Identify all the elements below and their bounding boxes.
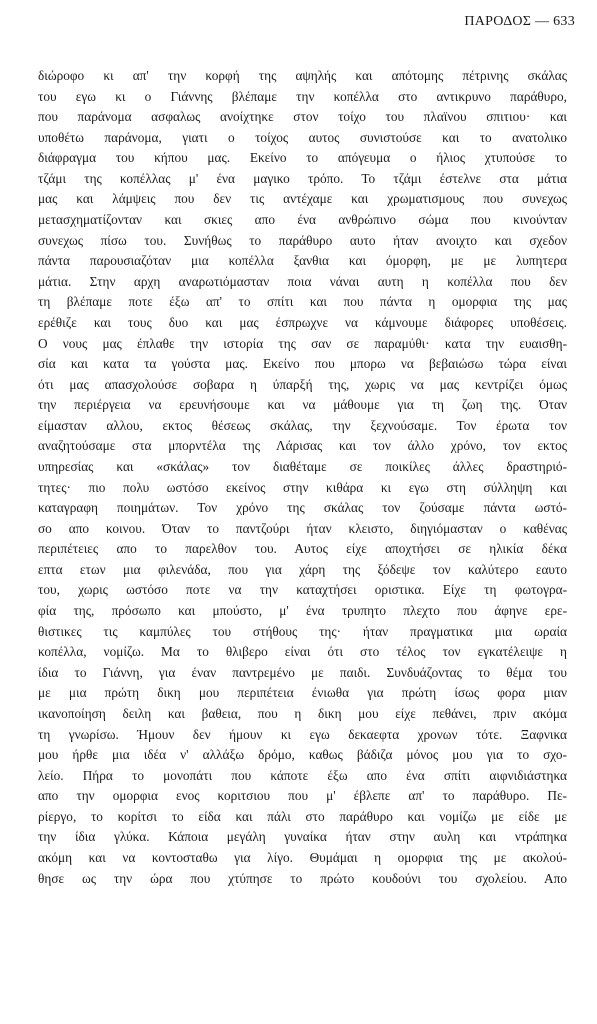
text-line: την περιέργεια να ερευνήσουμε και να μάθουμε για τη ζωη της. Όταν [38,397,567,413]
text-line: τη γνωρίσω. Ήμουν δεν ήμουν κι εγω δεκαεφτα χρονων τότε. Ξαφνικα [38,726,567,742]
running-header: ΠΑΡΟΔΟΣ — 633 [464,14,575,29]
text-line: τη βλέπαμε ποτε έξω απ' το σπίτι και που πάντα η ομορφια της μας [38,294,567,310]
text-line: που παράνομα ασφαλως ανοίχτηκε στον τοίχο του πλαϊνου σπιτιου· και [38,109,567,125]
text-line: με μια πρώτη δικη μου περιπέτεια ένιωθα για πρώτη ίσως φορα μιαν [38,685,567,701]
text-line: σο απο κοινου. Όταν το παντζούρι ήταν κλειστο, διηγιόμασταν ο καθένας [38,520,567,536]
text-line: υποθέτω παράνομα, γιατι ο τοίχος αυτος συνιστούσε και το ανατολικο [38,129,567,145]
text-line: μάτια. Στην αρχη αναρωτιόμασταν ποια νάναι αυτη η κοπέλλα που δεν [38,273,567,289]
text-line: μετασχηματίζονταν και σκιες απο ένα ανθρώπινο σώμα που κινούνταν [38,212,567,228]
text-line: θησε ως την ώρα που χτύπησε το πρώτο κουδούνι του σχολείου. Απο [38,870,567,886]
text-line: μου ήρθε μια ιδέα ν' αλλάξω δρόμο, καθως βάδιζα μόνος μου για το σχο- [38,747,567,763]
text-line: απο την ομορφια ενος κοριτσιου που μ' έβλεπε απ' το παράθυρο. Πε- [38,788,567,804]
text-line: ίδια το Γιάννη, για έναν παντρεμένο με παιδι. Συνδυάζοντας το θέμα του [38,664,567,680]
text-line: ικανοποίηση δειλη και βαθεια, που η δικη μου είχε πεθάνει, πριν ακόμα [38,705,567,721]
text-line: ερέθιζε και τους δυο και μας έσπρωχνε να κάμνουμε διάφορες υποθέσεις. [38,314,567,330]
text-line: συνεχως πίσω του. Συνήθως το παράθυρο αυτο ήταν ανοιχτο και σχεδον [38,232,567,248]
text-line: περιπέτειες απο το παρελθον του. Αυτος είχε αποχτήσει σε ηλικία δέκα [38,541,567,557]
text-line: καταγραφη ποιημάτων. Τον χρόνο της σκάλας τον ζούσαμε πάντα ωστό- [38,500,567,516]
text-line: τητες· πιο πολυ ωστόσο εκείνος στην κιθάρα κι εγω στη σύλληψη και [38,479,567,495]
text-line: διώροφο κι απ' την κορφή της αψηλής και απότομης πέτρινης σκάλας [38,68,567,83]
text-line: αναζητούσαμε στα μπορντέλα της Λάρισας και τον άλλο χρόνο, τον εκτος [38,438,567,454]
text-line: την ίδια γλύκα. Κάποια μεγάλη γυναίκα ήταν στην αυλη και ντράπηκα [38,829,567,845]
text-line: διάφραγμα του κήπου μας. Εκείνο το απόγευμα ο ήλιος χτυπούσε το [38,150,567,166]
text-line: φία της, πρόσωπο και μπούστο, μ' ένα τρυπητο πλεχτο που άφηνε ερε- [38,603,567,619]
text-line: τζάμι της κοπέλλας μ' ένα μαγικο τρόπο. Το τζάμι έστελνε στα μάτια [38,170,567,186]
text-line: θιστικες τις καμπύλες του στήθους της· ήταν πραγματικα μια ωραία [38,623,567,639]
body-text [38,66,567,889]
text-line: Ο νους μας έπλαθε την ιστορία της σαν σε παραμύθι· κατα την ευαισθη- [38,335,567,351]
text-line: σία και κατα τα γούστα μας. Εκείνο που μπορω να βεβαιώσω τώρα είναι [38,356,567,372]
text-line: επτα ετων μια φιλενάδα, που για χάρη της ξόδεψε τον καλύτερο εαυτο [38,561,567,577]
text-line: μας και λάμψεις που δεν τις αντέχαμε και χρωματισμους που συνεχως [38,191,567,207]
text-line: του εγω κι ο Γιάννης βλέπαμε την κοπέλλα στο αντικρυνο παράθυρο, [38,88,567,104]
text-line: υπηρεσίας και «σκάλας» τον διαθέταμε σε ποικίλες άλλες δραστηριό- [38,458,567,474]
text-line: είμασταν αλλου, εκτος θέσεως σκάλας, την ξεχνούσαμε. Τον έρωτα τον [38,417,567,433]
text-line: κοπέλλα, νομίζω. Μα το θλιβερο είναι ότι στο τέλος τον εγκατέλειψε η [38,644,567,660]
text-line: του, χωρις ωστόσο ποτε να την καταχτήσει οριστικα. Είχε τη φωτογρα- [38,582,567,598]
text-line: ότι μας απασχολούσε σοβαρα η ύπαρξή της, χωρις να μας κεντρίζει όμως [38,376,567,392]
text-line: λείο. Πήρα το μονοπάτι που κάποτε έξω απο ένα σπίτι αιφνιδιάστηκα [38,767,567,783]
text-line: ρίεργο, το κορίτσι το είδα και πάλι στο παράθυρο και νομίζω με είδε με [38,808,567,824]
text-line: πάντα παρουσιαζόταν μια κοπέλλα ξανθια και όμορφη, με με λυπητερα [38,253,567,269]
text-line: ακόμη και να κοντοσταθω για λίγο. Θυμάμαι η ομορφια της με ακολού- [38,849,567,865]
